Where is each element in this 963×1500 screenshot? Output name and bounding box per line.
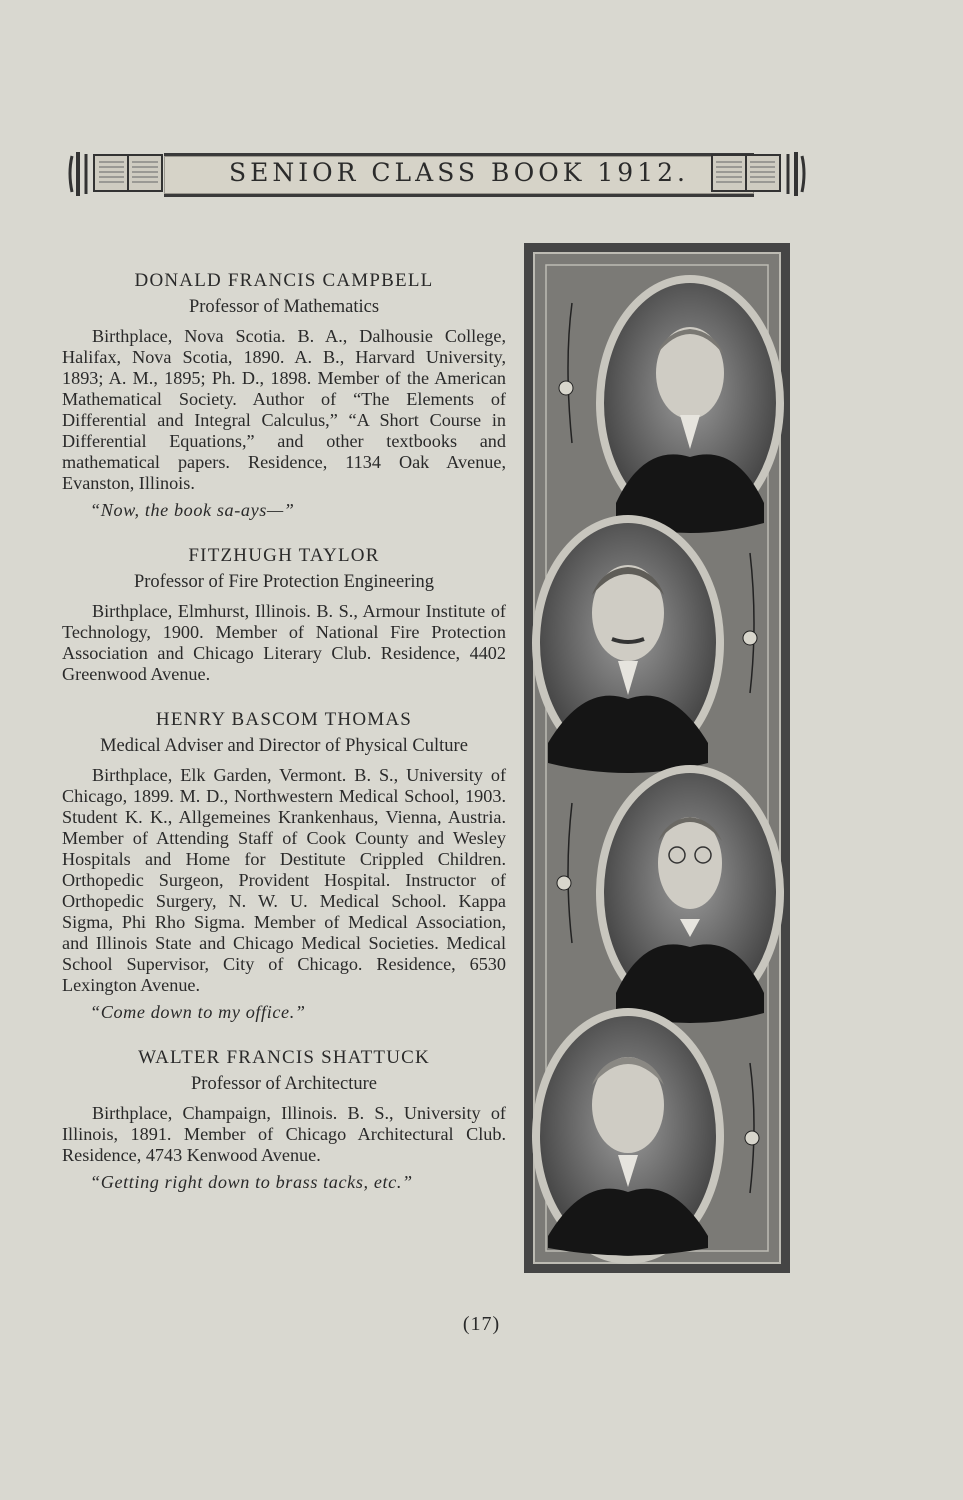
faculty-quote: “Come down to my office.” <box>90 1002 306 1022</box>
page-number: (17) <box>462 1313 501 1335</box>
faculty-entry-campbell <box>62 270 506 521</box>
faculty-position: Professor of Mathematics <box>188 297 380 317</box>
header-banner <box>68 146 806 200</box>
faculty-name: DONALD FRANCIS CAMPBELL <box>134 270 434 291</box>
faculty-bio: Birthplace, Nova Scotia. B. A., Dalhousie College, Halifax, Nova Scotia, 1890. A. B., Harvard University, 1893; A. M., 1895; Ph. D., 1898. Member of the American Mathematical Society. Author of “The Elements of Differential and Integral Calculus,” “A Short Course in Differential Equations,” and other textbooks and mathematical papers. Residence, 1134 Oak Avenue, Evanston, Illinois. <box>62 326 506 493</box>
open-book-ornament-left <box>68 146 168 200</box>
faculty-quote: “Getting right down to brass tacks, etc.” <box>90 1172 413 1192</box>
faculty-entry-shattuck <box>62 1047 506 1193</box>
faculty-column <box>62 270 506 1217</box>
faculty-position: Professor of Architecture <box>191 1074 377 1094</box>
faculty-entry-thomas <box>62 709 506 1023</box>
portrait-taylor <box>532 515 724 773</box>
portrait-thomas <box>596 765 784 1023</box>
faculty-name: FITZHUGH TAYLOR <box>188 545 380 566</box>
faculty-bio: Birthplace, Champaign, Illinois. B. S., University of Illinois, 1891. Member of Chicago Architectural Club. Residence, 4743 Kenwood Avenue. <box>62 1103 506 1165</box>
faculty-bio: Birthplace, Elmhurst, Illinois. B. S., Armour Institute of Technology, 1900. Member of National Fire Protection Association and Chicago Literary Club. Residence, 4402 Greenwood Avenue. <box>62 601 506 684</box>
faculty-position: Professor of Fire Protection Engineering <box>133 572 435 592</box>
portrait-frame-art <box>524 243 790 1273</box>
faculty-quote: “Now, the book sa-ays—” <box>90 500 295 520</box>
faculty-name: WALTER FRANCIS SHATTUCK <box>138 1047 430 1068</box>
faculty-position: Medical Adviser and Director of Physical Culture <box>100 736 468 756</box>
portrait-campbell <box>596 275 784 533</box>
portrait-panel <box>524 243 790 1273</box>
faculty-bio: Birthplace, Elk Garden, Vermont. B. S., University of Chicago, 1899. M. D., Northwestern Medical School, 1903. Student K. K., Allgemeines Krankenhaus, Vienna, Austria. Member of Attending Staff of Cook County and Wesley Hospitals and Home for Destitute Crippled Children. Orthopedic Surgeon, Provident Hospital. Instructor of Orthopedic Surgery, N. W. U. Medical School. Kappa Sigma, Phi Rho Sigma. Member of Medical Association, and Illinois State and Chicago Medical Societies. Medical School Supervisor, City of Chicago. Residence, 6530 Lexington Avenue. <box>62 765 506 995</box>
portrait-shattuck <box>532 1008 724 1264</box>
banner-title: SENIOR CLASS BOOK 1912. <box>229 157 689 187</box>
faculty-name: HENRY BASCOM THOMAS <box>155 709 413 730</box>
faculty-entry-taylor <box>62 545 506 685</box>
open-book-ornament-right <box>706 146 806 200</box>
